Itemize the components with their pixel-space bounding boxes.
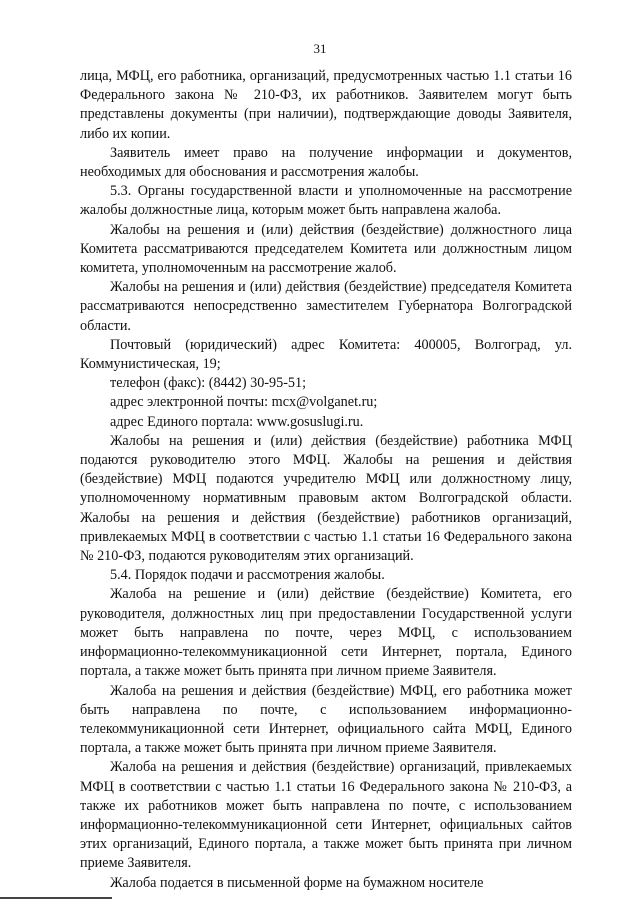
paragraph-phone: телефон (факс): (8442) 30-95-51;	[110, 375, 307, 392]
footer-divider	[0, 897, 112, 899]
paragraph-email: адрес электронной почты: mcx@volganet.ru;	[110, 394, 378, 411]
paragraph-postal-address: Почтовый (юридический) адрес Комитета: 400005, Волгоград, ул. Коммунистическая, 19;	[80, 336, 572, 373]
paragraph-complaints-official: Жалобы на решения и (или) действия (бездействие) должностного лица Комитета рассматриваются председателем Комитета или должностным лицом комитета, уполномоченным на рассмотрение жалоб.	[80, 221, 572, 277]
page-number: 31	[313, 41, 327, 56]
paragraph-continuation: лица, МФЦ, его работника, организаций, предусмотренных частью 1.1 статьи 16 Федерального закона № 210-ФЗ, их работников. Заявителем могут быть представлены документы (при наличии), подтверждающие доводы Заявителя, либо их копии.	[80, 68, 572, 142]
paragraph-applicant-rights: Заявитель имеет право на получение информации и документов, необходимых для обоснования и рассмотрения жалобы.	[80, 144, 572, 181]
section-heading-5-3: 5.3. Органы государственной власти и уполномоченные на рассмотрение жалобы должностные лица, которым может быть направлена жалоба.	[80, 183, 572, 219]
paragraph-portal: адрес Единого портала: www.gosuslugi.ru.	[110, 413, 364, 430]
section-heading-5-4: 5.4. Порядок подачи и рассмотрения жалобы.	[110, 567, 385, 584]
paragraph-complaints-chairman: Жалобы на решения и (или) действия (бездействие) председателя Комитета рассматриваются непосредственно заместителем Губернатора Волгоградской области.	[80, 279, 572, 334]
paragraph-complaints-mfc: Жалобы на решения и (или) действия (бездействие) работника МФЦ подаются руководителю этого МФЦ. Жалобы на решения и действия (бездействие) МФЦ подаются учредителю МФЦ или должностному лицу, уполномоченному нормативным правовым актом Волгоградской области. Жалобы на решения и действия (бездействие) работников организаций, привлекаемых МФЦ в соответствии с частью 1.1 статьи 16 Федерального закона № 210-ФЗ, подаются руководителям этих организаций.	[80, 432, 572, 565]
document-body	[80, 67, 572, 893]
paragraph-complaint-committee: Жалоба на решение и (или) действие (бездействие) Комитета, его руководителя, должностных лиц при предоставлении Государственной услуги может быть направлена по почте, через МФЦ, с использованием информационно-телекоммуникационной сети Интернет, портала, Единого портала, а также может быть принята при личном приеме Заявителя.	[80, 586, 572, 680]
paragraph-complaint-organizations: Жалоба на решения и действия (бездействие) организаций, привлекаемых МФЦ в соответствии с частью 1.1 статьи 16 Федерального закона № 210-ФЗ, а также их работников может быть направлена по почте, с использованием информационно-телекоммуникационной сети Интернет, официальных сайтов этих организаций, Единого портала, а также может быть принята при личном приеме Заявителя.	[80, 759, 572, 872]
paragraph-complaint-written-form: Жалоба подается в письменной форме на бумажном носителе	[110, 874, 484, 891]
paragraph-complaint-mfc-worker: Жалоба на решения и действия (бездействие) МФЦ, его работника может быть направлена по почте, с использованием информационно-телекоммуникационной сети Интернет, официального сайта МФЦ, Единого портала, а также может быть принята при личном приеме Заявителя.	[80, 682, 572, 757]
